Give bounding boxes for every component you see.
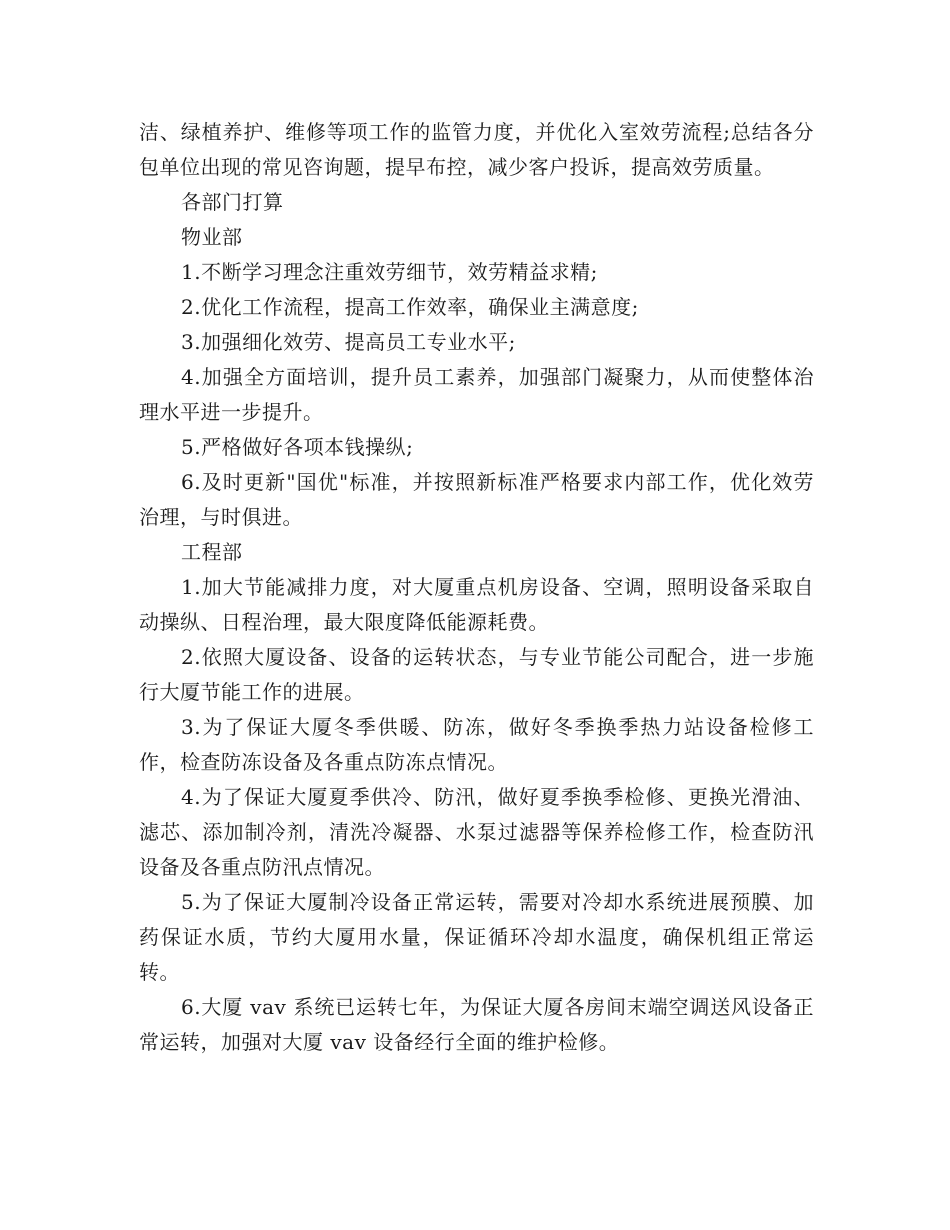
list-item: 3.为了保证大厦冬季供暖、防冻，做好冬季换季热力站设备检修工作，检查防冻设备及各重点防冻点情况。 (139, 715, 814, 774)
list-item: 5.严格做好各项本钱操纵; (181, 435, 414, 459)
list-item: 2.优化工作流程，提高工作效率，确保业主满意度; (181, 295, 639, 319)
list-item: 5.为了保证大厦制冷设备正常运转，需要对冷却水系统进展预膜、加药保证水质，节约大厦用水量，保证循环冷却水温度，确保机组正常运转。 (139, 890, 814, 984)
list-item: 4.为了保证大厦夏季供冷、防汛，做好夏季换季检修、更换光滑油、滤芯、添加制冷剂，清洗冷凝器、水泵过滤器等保养检修工作，检查防汛设备及各重点防汛点情况。 (139, 785, 814, 879)
list-item: 4.加强全方面培训，提升员工素养，加强部门凝聚力，从而使整体治理水平进一步提升。 (139, 365, 814, 424)
list-item: 1.不断学习理念注重效劳细节，效劳精益求精; (181, 260, 598, 284)
paragraph-continuation: 洁、绿植养护、维修等项工作的监管力度，并优化入室效劳流程;总结各分包单位出现的常见咨询题，提早布控，减少客户投诉，提高效劳质量。 (139, 120, 814, 179)
subheading-engineering-dept: 工程部 (181, 540, 243, 564)
list-item: 3.加强细化效劳、提高员工专业水平; (181, 330, 516, 354)
section-heading-plans: 各部门打算 (181, 190, 284, 214)
document-page (139, 115, 814, 1060)
list-item: 6.及时更新"国优"标准，并按照新标准严格要求内部工作，优化效劳治理，与时俱进。 (139, 470, 814, 529)
subheading-property-dept: 物业部 (181, 225, 243, 249)
list-item: 2.依照大厦设备、设备的运转状态，与专业节能公司配合，进一步施行大厦节能工作的进展。 (139, 645, 814, 704)
list-item: 6.大厦 vav 系统已运转七年，为保证大厦各房间末端空调送风设备正常运转，加强对大厦 vav 设备经行全面的维护检修。 (139, 995, 814, 1054)
list-item: 1.加大节能减排力度，对大厦重点机房设备、空调，照明设备采取自动操纵、日程治理，最大限度降低能源耗费。 (139, 575, 814, 634)
